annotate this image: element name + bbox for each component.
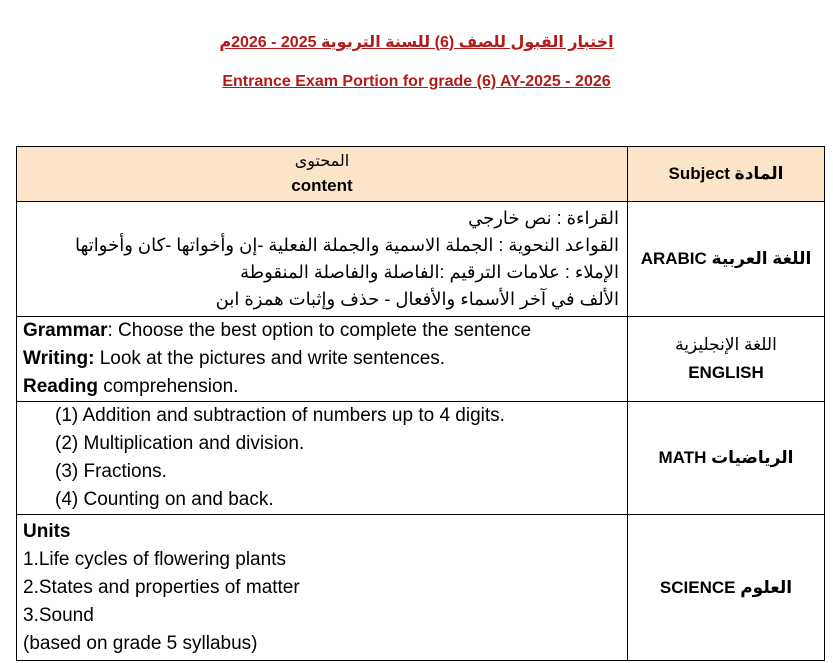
reading-label: Reading bbox=[23, 376, 98, 397]
table-row-english bbox=[17, 317, 825, 402]
grammar-label: Grammar bbox=[23, 320, 108, 341]
arabic-line-alif: الألف في آخر الأسماء والأفعال - حذف وإثبات همزة ابن bbox=[215, 289, 619, 309]
math-content-cell bbox=[17, 402, 628, 515]
math-item-2: (2) Multiplication and division. bbox=[55, 433, 305, 454]
english-line-grammar bbox=[23, 317, 621, 345]
science-content-cell bbox=[17, 515, 628, 661]
math-item-4: (4) Counting on and back. bbox=[55, 489, 274, 510]
arabic-line-reading: القراءة : نص خارجي bbox=[468, 208, 619, 228]
english-content-cell bbox=[17, 317, 628, 402]
writing-text: Look at the pictures and write sentences. bbox=[94, 348, 446, 369]
math-subject-label: الرياضيات MATH bbox=[658, 448, 794, 467]
writing-label: Writing: bbox=[23, 348, 95, 369]
page-title-arabic bbox=[0, 32, 833, 52]
math-item-1: (1) Addition and subtraction of numbers up to 4 digits. bbox=[55, 405, 505, 426]
english-line-writing bbox=[23, 345, 621, 373]
title-en-text: Entrance Exam Portion for grade (6) AY-2025 - 2026 bbox=[222, 73, 611, 90]
arabic-content-cell bbox=[17, 202, 628, 317]
arabic-line-grammar: القواعد النحوية : الجملة الاسمية والجملة الفعلية -إن وأخواتها -كان وأخواتها bbox=[75, 235, 619, 255]
science-heading: Units bbox=[23, 520, 71, 542]
table-header-row bbox=[17, 147, 825, 202]
header-subject-label: Subject المادة bbox=[668, 164, 784, 183]
header-content-cell bbox=[17, 147, 628, 202]
exam-portion-table bbox=[16, 146, 825, 661]
header-subject-cell bbox=[628, 147, 825, 202]
table-row-arabic bbox=[17, 202, 825, 317]
science-item-4: (based on grade 5 syllabus) bbox=[23, 632, 258, 654]
math-item-3: (3) Fractions. bbox=[55, 461, 167, 482]
table-row-science bbox=[17, 515, 825, 661]
science-item-1: 1.Life cycles of flowering plants bbox=[23, 548, 286, 570]
grammar-text: : Choose the best option to complete the sentence bbox=[107, 320, 532, 341]
reading-text: comprehension. bbox=[97, 376, 239, 397]
arabic-subject-cell bbox=[628, 202, 825, 317]
english-line-reading bbox=[23, 373, 621, 401]
science-subject-label: العلوم SCIENCE bbox=[659, 577, 793, 597]
english-subject-en: ENGLISH bbox=[688, 363, 764, 382]
english-subject-ar: اللغة الإنجليزية bbox=[675, 335, 777, 354]
title-ar-text: اختبار القبول للصف (6) للسنة التربوية 2025 - 2026م bbox=[219, 34, 614, 51]
table-row-math bbox=[17, 402, 825, 515]
science-subject-cell bbox=[628, 515, 825, 661]
math-subject-cell bbox=[628, 402, 825, 515]
science-item-3: 3.Sound bbox=[23, 604, 94, 626]
arabic-line-dictation: الإملاء : علامات الترقيم :الفاصلة والفاصلة المنقوطة bbox=[240, 262, 619, 282]
header-content-en: content bbox=[291, 176, 353, 195]
header-content-ar: المحتوى bbox=[294, 153, 350, 170]
arabic-subject-label: اللغة العربية ARABIC bbox=[640, 249, 812, 268]
page-title-english bbox=[0, 73, 833, 91]
science-item-2: 2.States and properties of matter bbox=[23, 576, 300, 598]
english-subject-cell bbox=[628, 317, 825, 402]
